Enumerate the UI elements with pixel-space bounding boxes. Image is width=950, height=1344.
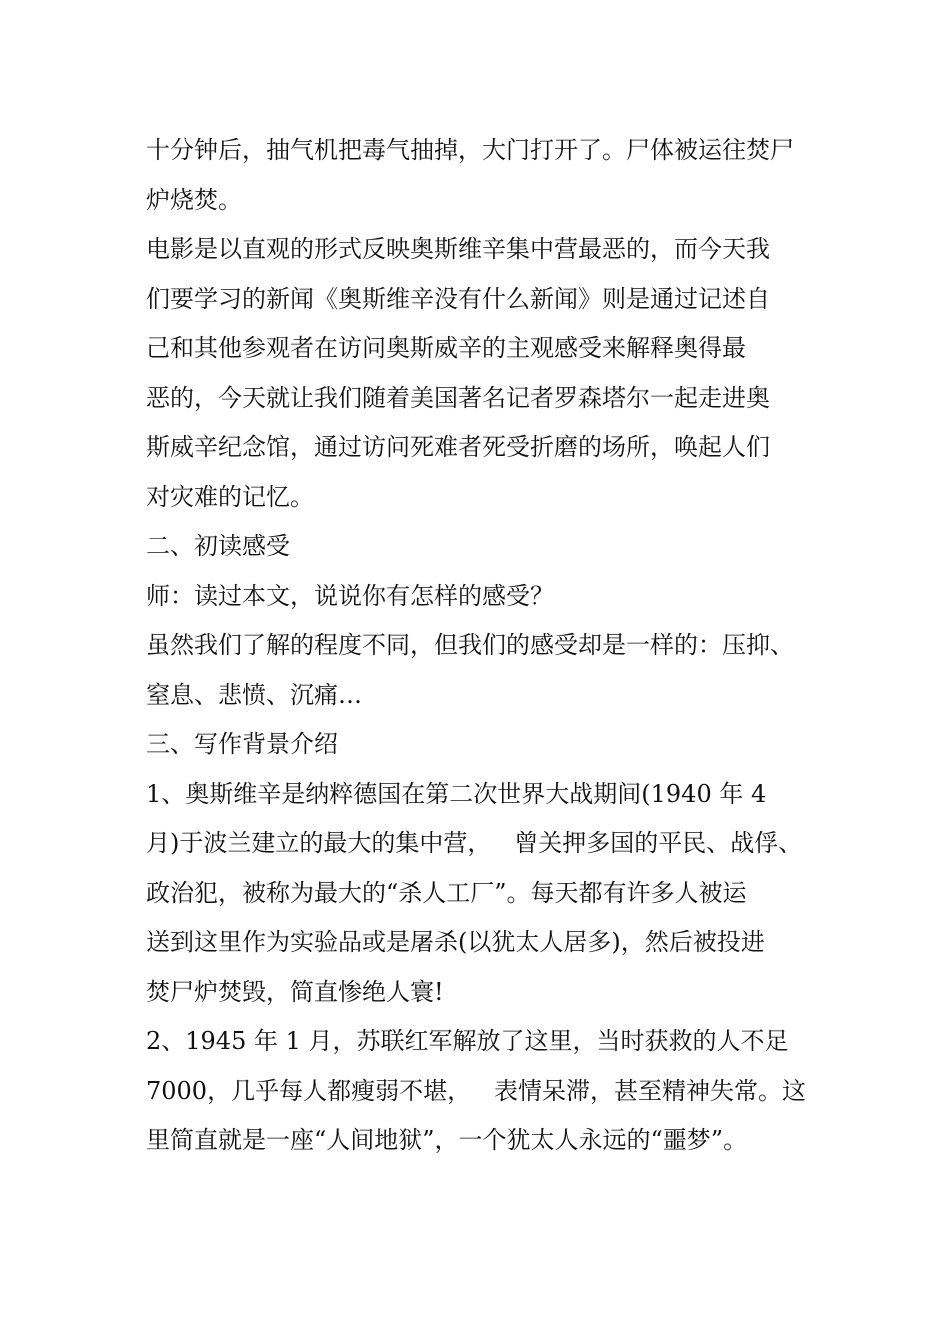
text-line: 政治犯，被称为最大的“杀人工厂”。每天都有许多人被运 <box>146 879 747 907</box>
text-line: 1、奥斯维辛是纳粹德国在第二次世界大战期间(1940 年 4 <box>146 780 767 808</box>
text-line: 焚尸炉焚毁，简直惨绝人寰! <box>146 978 444 1006</box>
section-heading: 三、写作背景介绍 <box>146 730 338 758</box>
text-line: 们要学习的新闻《奥斯维辛没有什么新闻》则是通过记述自 <box>146 285 770 313</box>
text-line: 恶的，今天就让我们随着美国著名记者罗森塔尔一起走进奥 <box>146 384 770 412</box>
section-heading: 二、初读感受 <box>146 532 290 560</box>
text-line: 7000，几乎每人都瘦弱不堪， 表情呆滞，甚至精神失常。这 <box>146 1077 806 1105</box>
text-line: 窒息、悲愤、沉痛… <box>146 681 362 709</box>
text-line: 送到这里作为实验品或是屠杀(以犹太人居多)，然后被投进 <box>146 928 765 956</box>
text-line: 师：读过本文，说说你有怎样的感受？ <box>146 582 554 610</box>
text-line: 里简直就是一座“人间地狱”，一个犹太人永远的“噩梦”。 <box>146 1126 748 1154</box>
text-line: 十分钟后，抽气机把毒气抽掉，大门打开了。尸体被运往焚尸 <box>146 136 794 164</box>
text-line: 电影是以直观的形式反映奥斯维辛集中营最恶的，而今天我 <box>146 235 770 263</box>
text-line: 炉烧焚。 <box>146 186 242 214</box>
text-line: 虽然我们了解的程度不同，但我们的感受却是一样的：压抑、 <box>146 631 794 659</box>
text-line: 月)于波兰建立的最大的集中营， 曾关押多国的平民、战俘、 <box>146 829 803 857</box>
text-line: 对灾难的记忆。 <box>146 483 314 511</box>
text-line: 斯威辛纪念馆，通过访问死难者死受折磨的场所，唤起人们 <box>146 433 770 461</box>
text-line: 己和其他参观者在访问奥斯威辛的主观感受来解释奥得最 <box>146 334 746 362</box>
text-line: 2、1945 年 1 月，苏联红军解放了这里，当时获救的人不足 <box>146 1027 789 1055</box>
